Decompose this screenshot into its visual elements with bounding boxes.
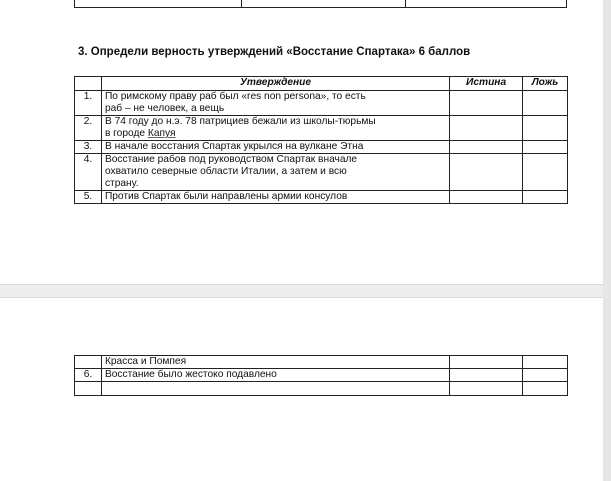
- statement-cell: [101, 191, 449, 204]
- true-cell[interactable]: [450, 154, 523, 191]
- row-number: 5.: [75, 191, 102, 204]
- page-edge: [603, 0, 611, 481]
- statement-cell: [101, 141, 449, 154]
- row-number: 3.: [75, 141, 102, 154]
- table-row: [75, 154, 568, 191]
- statement-line: раб – не человек, а вещь: [104, 103, 225, 114]
- true-cell[interactable]: [450, 141, 523, 154]
- false-cell[interactable]: [523, 154, 568, 191]
- page-break: [0, 284, 611, 298]
- previous-table-fragment: [74, 0, 567, 8]
- table-row: [75, 116, 568, 141]
- row-number: 2.: [75, 116, 102, 141]
- true-cell[interactable]: [450, 191, 523, 204]
- false-cell[interactable]: [523, 382, 568, 396]
- statement-text: в городе: [104, 128, 148, 139]
- statement-line: страну.: [104, 178, 139, 189]
- statement-cell: [101, 154, 449, 191]
- row-number: 4.: [75, 154, 102, 191]
- statement-cell: Восстание было жестоко подавлено: [101, 369, 449, 382]
- header-true: Истина: [450, 77, 523, 91]
- row-number: [75, 382, 102, 396]
- false-cell[interactable]: [523, 191, 568, 204]
- task-heading: 3. Определи верность утверждений «Восстание Спартака» 6 баллов: [78, 46, 471, 58]
- statement-cell: [101, 91, 449, 116]
- true-cell[interactable]: [450, 91, 523, 116]
- statement-line: По римскому праву раб был «res non persona», то есть: [104, 91, 366, 102]
- table-row: [75, 91, 568, 116]
- true-cell[interactable]: [450, 356, 523, 369]
- statement-line: В 74 году до н.э. 78 патрициев бежали из школы-тюрьмы: [104, 116, 376, 127]
- statement-cell: Красса и Помпея: [101, 356, 449, 369]
- false-cell[interactable]: [523, 116, 568, 141]
- false-cell[interactable]: [523, 369, 568, 382]
- spellcheck-word: Капуя: [147, 128, 176, 139]
- header-statement: Утверждение: [101, 77, 449, 91]
- statement-line: [105, 128, 446, 140]
- statement-cell: [101, 382, 449, 396]
- header-num: [75, 77, 102, 91]
- statement-line: Против Спартак были направлены армии консулов: [104, 191, 348, 202]
- table-header-row: [75, 77, 568, 91]
- false-cell[interactable]: [523, 91, 568, 116]
- table-row: [75, 369, 568, 382]
- statements-table-continued: [74, 355, 568, 396]
- statement-line: Восстание рабов под руководством Спартак вначале: [104, 154, 358, 165]
- statement-line: В начале восстания Спартак укрылся на вулкане Этна: [104, 141, 364, 152]
- statement-cell: [101, 116, 449, 141]
- header-false: Ложь: [523, 77, 568, 91]
- statements-table: [74, 76, 568, 204]
- row-number: 6.: [75, 369, 102, 382]
- true-cell[interactable]: [450, 382, 523, 396]
- false-cell[interactable]: [523, 356, 568, 369]
- true-cell[interactable]: [450, 116, 523, 141]
- statement-line: охватило северные области Италии, а затем и всю: [104, 166, 347, 177]
- table-row: [75, 382, 568, 396]
- row-number: [75, 356, 102, 369]
- true-cell[interactable]: [450, 369, 523, 382]
- table-row: [75, 356, 568, 369]
- false-cell[interactable]: [523, 141, 568, 154]
- table-row: [75, 141, 568, 154]
- row-number: 1.: [75, 91, 102, 116]
- table-row: [75, 191, 568, 204]
